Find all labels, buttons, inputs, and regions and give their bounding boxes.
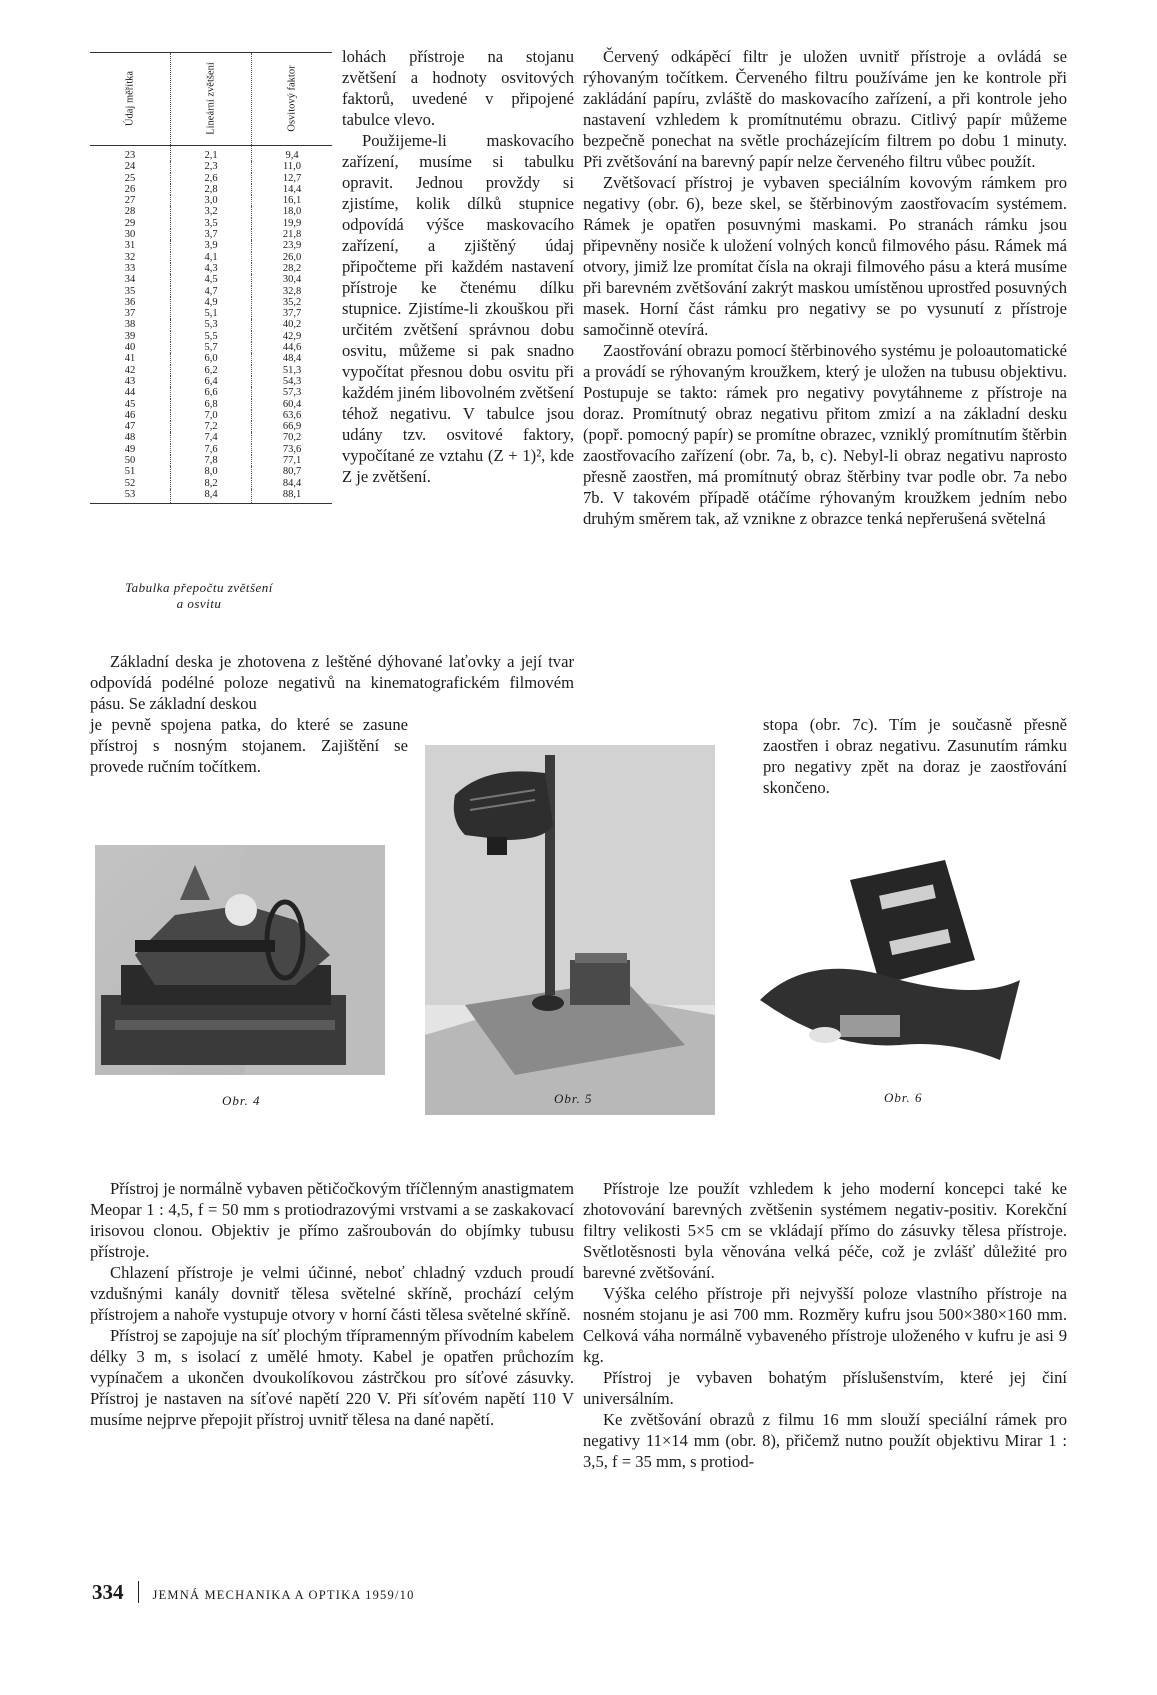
table-cell: 77,1 [252,455,333,466]
table-cell: 48 [124,432,136,444]
table-row [90,410,332,421]
table-cell: 28 [124,206,136,218]
table-row [90,387,332,398]
paragraph: Ke zvětšování obrazů z filmu 16 mm slouží speciální rámek pro negativy 11×14 mm (obr. 8), přičemž nutno použít objektivu Mirar 1 : 3,5, f = 35 mm, s protiod- [583,1410,1067,1471]
table-cell: 4,7 [171,286,252,297]
col1-upper-text [342,46,574,487]
paragraph: Červený odkápěcí filtr je uložen uvnitř přístroje a ovládá se rýhovaným točítkem. Červeného filtru používáme jen ke kontrole při zakládání papíru, zvláště do maskovacího zařízení, a při kontrole jeho nastavení vzhledem k promítnutému obrazu. Citlivý papír můžeme bezpečně ponechat na světle procházejícím filtrem po dobu 1 minuty. Při zvětšování na barevný papír nelze červeného filtru vůbec použít. [583,47,1067,171]
paragraph: Použijeme-li maskovacího zařízení, musíme si tabulku opravit. Jednou provždy si zjistíme, kolik dílků stupnice odpovídá výšce maskovacího zařízení, a zjištěný údaj připočteme při každém nastavení přístroje ke čtenému dílku stupnice. Zjistíme-li zkouškou při určitém zvětšení správnou dobu osvitu, můžeme si pak snadno vypočítat přesnou dobu osvitu při každém jiném libovolném zvětšení téhož negativu. V tabulce jsou udány tzv. osvitové faktory, vypočítané ze vztahu (Z + 1)², kde Z je zvětšení. [342,131,574,486]
enlarger-on-stand-photo [425,745,715,1115]
table-cell: 6,6 [171,387,252,398]
paragraph: lohách přístroje na stojanu zvětšení a hodnoty osvitových faktorů, uvedené v připojené tabulce vlevo. [342,47,574,129]
table-row [90,184,332,195]
paragraph: je pevně spojena patka, do které se zasune přístroj s nosným stojanem. Zajištění se provede ručním točítkem. [90,715,408,776]
table-cell: 28,2 [252,263,333,274]
table-cell: 5,7 [171,342,252,353]
table-cell: 3,7 [171,229,252,240]
table-cell: 36 [124,296,136,308]
table-cell: 32 [124,251,136,263]
table-row [90,399,332,410]
table-cell: 25 [124,172,136,184]
table-cell: 3,9 [171,240,252,251]
table-cell: 6,0 [171,353,252,364]
table-row [90,331,332,342]
table-row [90,319,332,330]
table-cell: 66,9 [252,421,333,432]
table-cell: 4,1 [171,252,252,263]
table-row [90,195,332,206]
table-cell: 54,3 [252,376,333,387]
table-row [90,421,332,432]
table-cell: 9,4 [252,146,333,162]
table-cell: 11,0 [252,161,333,172]
table-row [90,286,332,297]
table-cell: 6,4 [171,376,252,387]
table-cell: 26,0 [252,252,333,263]
paragraph: Zvětšovací přístroj je vybaven speciálním kovovým rámkem pro negativy (obr. 6), beze skel, se štěrbinovým zaostřovacím systémem. Rámek je opatřen posuvnými maskami. Po stranách rámku jsou připevněny nosiče k uložení volných konců filmového pásu. Rámek má otvory, jimiž lze promítat čísla na okraji filmového pásu a která musíme při barevném zvětšování zakrýt maskou umístěnou uprostřed posuvných masek. Horní část rámku pro negativy se po vysunutí z přístroje samočinně otevírá. [583,173,1067,339]
enlarger-in-case-photo [95,845,385,1075]
table-cell: 3,0 [171,195,252,206]
table-cell: 44 [124,387,136,399]
table-cell: 6,2 [171,365,252,376]
table-row [90,353,332,364]
table-cell: 21,8 [252,229,333,240]
table-cell: 70,2 [252,432,333,443]
table-cell: 35,2 [252,297,333,308]
figure-caption-4: Obr. 4 [222,1093,261,1108]
table-cell: 2,6 [171,173,252,184]
table-cell: 42 [124,364,136,376]
table-cell: 26 [124,183,136,195]
figure-caption-6: Obr. 6 [884,1090,923,1105]
table-cell: 33 [124,262,136,274]
table-cell: 5,1 [171,308,252,319]
paragraph: Přístroj je normálně vybaven pětičočkovým tříčlenným anastigmatem Meopar 1 : 4,5, f = 50 mm s protiodrazovými vrstvami a se zaskakovací irisovou clonou. Objektiv je přímo zašroubován do objímky tubusu přístroje. [90,1179,574,1261]
table-cell: 31 [124,240,136,252]
table-header-exposure-factor: Osvitový faktor [252,53,333,146]
table-row [90,455,332,466]
paragraph: Přístroje lze použít vzhledem k jeho moderní koncepci také ke zhotovování barevných zvětšenin systémem negativ-positiv. Korekční filtry velikosti 5×5 cm se vkládají přímo do zásuvky tělesa přístroje. Světlotěsnosti byla věnována velká péče, což je zvlášť důležité pro barevné zvětšování. [583,1179,1067,1282]
table-caption: Tabulka přepočtu zvětšení a osvitu [125,580,273,611]
table-cell: 37 [124,308,136,320]
table-cell: 23 [124,150,136,161]
table-row [90,146,332,162]
table-cell: 4,3 [171,263,252,274]
conversion-table [90,52,306,504]
table-cell: 5,3 [171,319,252,330]
table-body [90,146,332,504]
table-row [90,252,332,263]
table-cell: 44,6 [252,342,333,353]
table-cell: 30 [124,229,136,241]
table-cell: 8,0 [171,466,252,477]
table-cell: 52 [124,477,136,489]
table-cell: 41 [124,353,136,365]
table-cell: 45 [124,398,136,410]
table-cell: 34 [124,274,136,286]
table-cell: 49 [124,443,136,455]
table-cell: 12,7 [252,173,333,184]
table-cell: 40,2 [252,319,333,330]
table-cell: 42,9 [252,331,333,342]
table-row [90,489,332,504]
table-cell: 18,0 [252,206,333,217]
table-cell: 38 [124,319,136,331]
bottom-left-text [90,1178,574,1430]
table-row [90,173,332,184]
paragraph: Chlazení přístroje je velmi účinné, neboť chladný vzduch proudí vzdušnými kanály dovnitř tělesa světelné skříně, prochází celým přístrojem a nahoře vystupuje otvory v horní části tělesa světelné skříně. [90,1263,574,1324]
page-footer [92,1580,415,1605]
table-cell: 23,9 [252,240,333,251]
table-cell: 19,9 [252,218,333,229]
table-row [90,376,332,387]
table-cell: 2,1 [171,146,252,162]
footer-divider [138,1581,139,1603]
paragraph: Přístroj se zapojuje na síť plochým třípramenným přívodním kabelem délky 3 m, s isolací z umělé hmoty. Kabel je opatřen průchozím vypínačem a ukončen dvoukolíkovou zástrčkou pro síťové zásuvky. Přístroj je nastaven na síťové napětí 220 V. Při síťovém napětí 110 V musíme nejprve přepojit přístroj uvnitř tělesa na dané napětí. [90,1326,574,1429]
table-cell: 7,6 [171,444,252,455]
table-row [90,229,332,240]
paragraph: Přístroj je vybaven bohatým příslušenstvím, které jej činí universálním. [583,1368,1067,1408]
col2-short-text [763,714,1067,798]
table-cell: 46 [124,409,136,421]
table-row [90,161,332,172]
table-row [90,206,332,217]
table-row [90,478,332,489]
table-cell: 39 [124,330,136,342]
table-cell: 88,1 [252,489,333,504]
table-row [90,308,332,319]
paragraph: Zaostřování obrazu pomocí štěrbinového systému je poloautomatické a provádí se rýhovaným kroužkem, který je uložen na tubusu objektivu. Postupuje se takto: rámek pro negativy povytáhneme z přístroje na doraz. Promítnutý obraz negativu přitom zmizí a na základní desku (popř. pomocný papír) se promítne obrazec, vzniklý promítnutím štěrbin zaostřovacího zařízení (obr. 7a, b, c). Nebyl-li obraz negativu naprosto přesně zaostřen, má promítnutý obraz štěrbiny tvar podle obr. 7a nebo 7b. V takovém případě otáčíme rýhovaným kroužkem jedním nebo druhým směrem tak, až vznikne z obrazce tenká nepřerušená světelná [583,341,1067,528]
table-row [90,466,332,477]
table-cell: 4,5 [171,274,252,285]
table-cell: 24 [124,161,136,173]
table-row [90,240,332,251]
table-cell: 47 [124,421,136,433]
paragraph: Základní deska je zhotovena z leštěné dýhované laťovky a její tvar odpovídá podélné poloze negativů na kinematografickém filmovém pásu. Se základní deskou [90,652,574,713]
paragraph: stopa (obr. 7c). Tím je současně přesně zaostřen i obraz negativu. Zasunutím rámku pro negativy zpět na doraz je zaostřování skončeno. [763,715,1067,797]
table-cell: 57,3 [252,387,333,398]
table-cell: 29 [124,217,136,229]
table-cell: 60,4 [252,399,333,410]
table-cell: 7,8 [171,455,252,466]
table-cell: 80,7 [252,466,333,477]
page-number: 334 [92,1580,124,1604]
table-row [90,274,332,285]
table-cell: 8,4 [171,489,252,504]
table-row [90,444,332,455]
table-cell: 35 [124,285,136,297]
table-cell: 3,2 [171,206,252,217]
table-cell: 7,2 [171,421,252,432]
figure-caption-5: Obr. 5 [554,1091,593,1106]
col1-wide-text [90,651,574,714]
table-cell: 7,4 [171,432,252,443]
table-cell: 84,4 [252,478,333,489]
table-cell: 37,7 [252,308,333,319]
table-cell: 3,5 [171,218,252,229]
table-cell: 8,2 [171,478,252,489]
table-cell: 7,0 [171,410,252,421]
table-cell: 51,3 [252,365,333,376]
table-row [90,297,332,308]
table-row [90,365,332,376]
table-cell: 30,4 [252,274,333,285]
bottom-right-text [583,1178,1067,1472]
table-cell: 4,9 [171,297,252,308]
table-cell: 5,5 [171,331,252,342]
table-cell: 27 [124,195,136,207]
table-cell: 73,6 [252,444,333,455]
table-cell: 6,8 [171,399,252,410]
negative-holder-photo [750,850,1050,1080]
col1-short-text [90,714,408,777]
journal-title: JEMNÁ MECHANIKA A OPTIKA 1959/10 [152,1588,415,1602]
table-cell: 43 [124,375,136,387]
table-cell: 32,8 [252,286,333,297]
table-row [90,218,332,229]
table-cell: 53 [90,489,171,504]
table-cell: 50 [124,455,136,467]
table-cell: 63,6 [252,410,333,421]
table-cell: 48,4 [252,353,333,364]
table-row [90,263,332,274]
table-cell: 40 [124,342,136,354]
table-header-magnification: Lineární zvětšení [171,53,252,146]
col2-upper-text [583,46,1067,529]
table-row [90,342,332,353]
table-cell: 51 [124,466,136,478]
table-cell: 16,1 [252,195,333,206]
table-cell: 2,3 [171,161,252,172]
table-cell: 2,8 [171,184,252,195]
table-row [90,432,332,443]
paragraph: Výška celého přístroje při nejvyšší poloze vlastního přístroje na nosném stojanu je asi 700 mm. Rozměry kufru jsou 500×380×160 mm. Celková váha normálně vybaveného přístroje uloženého v kufru je asi 9 kg. [583,1284,1067,1366]
table-header-scale: Údaj měřítka [90,53,171,146]
table-cell: 14,4 [252,184,333,195]
